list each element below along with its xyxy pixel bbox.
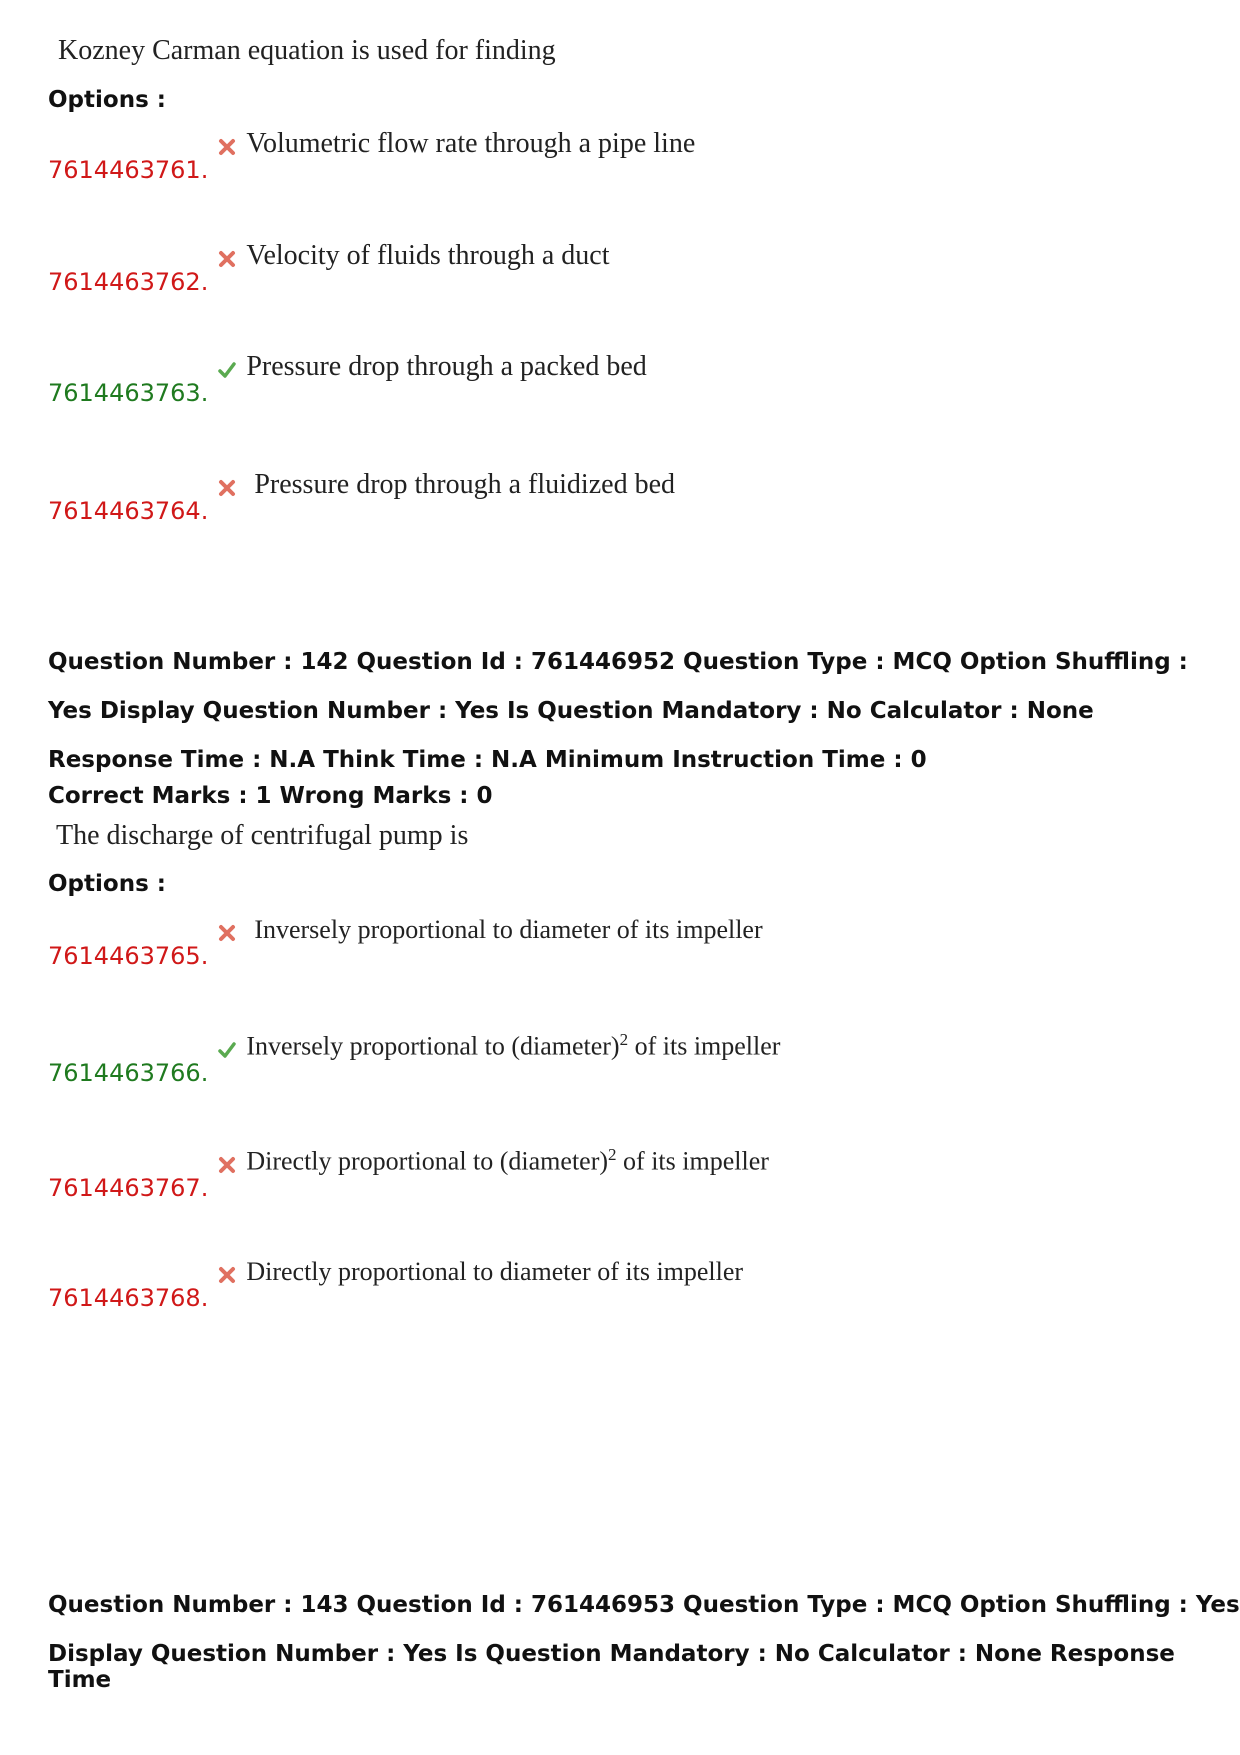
option-text: Pressure drop through a fluidized bed bbox=[254, 469, 675, 500]
option-item bbox=[48, 469, 675, 525]
option-text bbox=[246, 1030, 780, 1062]
option-text-tail: of its impeller bbox=[616, 1146, 769, 1176]
option-item bbox=[48, 1030, 781, 1087]
options-label: Options : bbox=[48, 871, 166, 897]
check-icon bbox=[218, 1041, 236, 1059]
question-meta-line-2: Display Question Number : Yes Is Question Mandatory : No Calculator : None Response Time bbox=[48, 1641, 1175, 1693]
option-text-main: Directly proportional to diameter of its impeller bbox=[246, 1257, 744, 1286]
option-text-main: Inversely proportional to (diameter) bbox=[246, 1031, 620, 1061]
option-text bbox=[246, 1257, 743, 1287]
option-text bbox=[254, 915, 762, 945]
cross-icon bbox=[218, 1266, 236, 1284]
marks-info: Correct Marks : 1 Wrong Marks : 0 bbox=[48, 783, 493, 809]
option-text: Pressure drop through a packed bed bbox=[246, 351, 647, 382]
question-meta: Question Number : 142 Question Id : 761446952 Question Type : MCQ Option Shuffling : Yes Display Question Number : Yes Is Question Mandatory : No Calculator : None Response Time : N.A Think Time : N.A Minimum Instruction Time : 0 bbox=[48, 649, 1188, 773]
option-text: Velocity of fluids through a duct bbox=[246, 240, 610, 271]
option-item bbox=[48, 1257, 744, 1312]
option-text: Volumetric flow rate through a pipe line bbox=[246, 128, 696, 159]
option-id: 7614463767. bbox=[48, 1173, 209, 1202]
option-item bbox=[48, 351, 647, 407]
option-text-main: Inversely proportional to diameter of its impeller bbox=[254, 915, 763, 944]
question-text: The discharge of centrifugal pump is bbox=[56, 820, 469, 851]
check-icon bbox=[218, 361, 236, 379]
option-item bbox=[48, 1145, 769, 1202]
cross-icon bbox=[218, 138, 236, 156]
option-item bbox=[48, 240, 610, 296]
option-id: 7614463762. bbox=[48, 268, 209, 296]
superscript: 2 bbox=[619, 1030, 629, 1049]
options-label: Options : bbox=[48, 87, 166, 113]
option-item bbox=[48, 128, 696, 184]
cross-icon bbox=[218, 479, 236, 497]
superscript: 2 bbox=[608, 1145, 617, 1164]
option-id: 7614463764. bbox=[48, 497, 209, 525]
option-id: 7614463763. bbox=[48, 379, 209, 407]
option-text bbox=[246, 1145, 769, 1177]
option-text-tail: of its impeller bbox=[628, 1031, 781, 1061]
option-id: 7614463765. bbox=[48, 942, 209, 970]
option-text-main: Directly proportional to (diameter) bbox=[246, 1146, 609, 1176]
cross-icon bbox=[218, 1156, 236, 1174]
option-item bbox=[48, 915, 763, 970]
option-id: 7614463768. bbox=[48, 1284, 209, 1312]
option-id: 7614463761. bbox=[48, 156, 209, 184]
question-text: Kozney Carman equation is used for finding bbox=[58, 35, 556, 66]
cross-icon bbox=[218, 250, 236, 268]
cross-icon bbox=[218, 924, 236, 942]
question-meta-line-1: Question Number : 143 Question Id : 761446953 Question Type : MCQ Option Shuffling : Yes bbox=[48, 1592, 1240, 1618]
option-id: 7614463766. bbox=[48, 1058, 209, 1087]
